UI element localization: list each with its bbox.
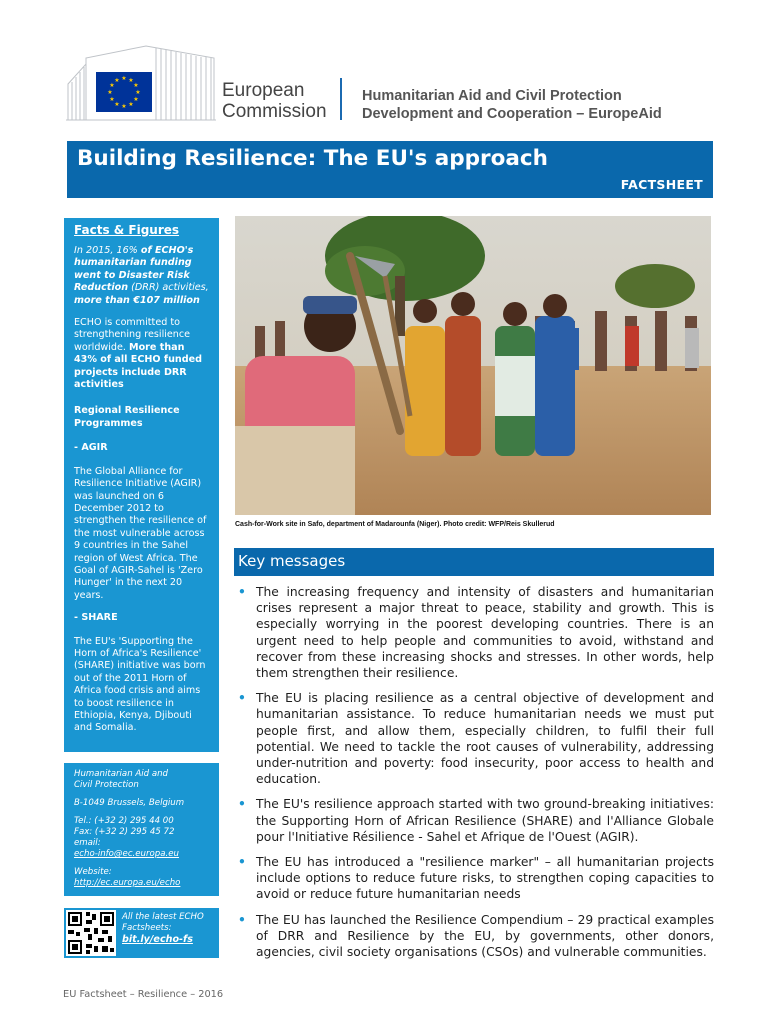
factsheets-qr-panel [64, 908, 219, 958]
commit-plain: ECHO is committed to strengthening resilience worldwide. [74, 317, 191, 353]
photo-caption: Cash-for-Work site in Safo, department of Madarounfa (Niger). Photo credit: WFP/Reis Skullerud [235, 521, 555, 528]
svg-text:★: ★ [121, 75, 127, 82]
factsheets-link[interactable]: bit.ly/echo-fs [122, 934, 193, 945]
list-item: • The EU has launched the Resilience Compendium – 29 practical examples of DRR and Resilience by the EU, by governments, other donors, agencies, civil society organisations (CSOs) and vulnerable communities. [236, 912, 714, 961]
factsheets-promo [122, 912, 204, 945]
directorate-names [362, 87, 662, 123]
contact-org-line2: Civil Protection [74, 780, 139, 790]
org-name-line2: Commission [222, 101, 327, 122]
list-item: • The EU is placing resilience as a central objective of development and humanitarian assistance. To reduce humanitarian needs we must put people first, and allow them, especially children, to fulfil their full potential. We need to tackle the root causes of vulnerability, addressing under-nutrition and poverty: food insecurity, poor access to health and education. [236, 690, 714, 787]
regional-programmes-heading: Regional Resilience Programmes [74, 405, 180, 429]
svg-text:★: ★ [133, 96, 139, 103]
stat-prefix: In 2015, 16% [74, 245, 141, 256]
facts-title: Facts & Figures [74, 223, 180, 237]
contact-email-label: email: [74, 838, 101, 848]
key-messages-header [234, 548, 714, 576]
svg-text:★: ★ [109, 82, 115, 89]
promo-line2: Factsheets: [122, 923, 172, 933]
commit-bold: More than 43% of all ECHO funded projects include DRR activities [74, 341, 202, 391]
document-type-label: FACTSHEET [620, 177, 703, 192]
organisation-name [222, 80, 327, 122]
key-messages-title: Key messages [238, 552, 346, 570]
key-messages-list [236, 584, 714, 969]
contact-address: B-1049 Brussels, Belgium [74, 798, 185, 808]
contact-org [74, 769, 211, 791]
svg-text:★: ★ [114, 77, 120, 84]
qr-code-icon[interactable] [66, 910, 116, 956]
svg-text:★: ★ [128, 101, 134, 108]
svg-text:★: ★ [114, 101, 120, 108]
svg-text:★: ★ [133, 82, 139, 89]
contact-email-link[interactable]: echo-info@ec.europa.eu [74, 849, 179, 859]
contact-panel [64, 763, 219, 896]
list-item: • The EU has introduced a "resilience marker" – all humanitarian projects include options to reduce future risks, to strengthen coping capacities to avoid or reduce future humanitarian needs [236, 854, 714, 903]
stat-bold-2: more than €107 million [74, 294, 200, 306]
org-name-line1: European [222, 80, 305, 101]
photo-cash-for-work [235, 216, 711, 515]
contact-website-link[interactable]: http://ec.europa.eu/echo [74, 878, 181, 888]
commitment-text [74, 317, 210, 391]
funding-stat [74, 245, 210, 307]
page-title: Building Resilience: The EU's approach [77, 146, 548, 171]
share-text: The EU's 'Supporting the Horn of Africa's Resilience' (SHARE) initiative was born out of the 2011 Horn of Africa food crisis and aims to boost resilience in Ethiopia, Kenya, Djibouti and Somalia. [74, 635, 206, 734]
promo-line1: All the latest ECHO [122, 912, 204, 922]
header-divider [340, 78, 342, 120]
contact-tel: Tel.: (+32 2) 295 44 00 [74, 816, 174, 826]
svg-text:★: ★ [128, 77, 134, 84]
contact-website-label: Website: [74, 867, 112, 877]
contact-fax: Fax: (+32 2) 295 45 72 [74, 827, 175, 837]
dg-line2: Development and Cooperation – EuropeAid [362, 106, 662, 122]
dg-line1: Humanitarian Aid and Civil Protection [362, 88, 622, 104]
share-heading: - SHARE [74, 612, 118, 624]
contact-org-line1: Humanitarian Aid and [74, 769, 169, 779]
european-commission-logo [66, 44, 216, 122]
facts-figures-panel [64, 218, 219, 752]
page-footer: EU Factsheet – Resilience – 2016 [63, 989, 224, 1000]
list-item: • The increasing frequency and intensity of disasters and humanitarian crises represent a major threat to peace, stability and growth. This is especially worrying in the poorest developing countries. There is an urgent need to help people and communities to avoid, withstand and recover from these increasing shocks and stresses. In other words, help them strengthen their resilience. [236, 584, 714, 681]
agir-heading: - AGIR [74, 442, 108, 454]
svg-text:★: ★ [121, 103, 127, 110]
stat-mid: (DRR) activities, [128, 282, 209, 294]
stat-bold-1: of ECHO's humanitarian funding went to Disaster Risk Reduction [74, 245, 194, 294]
svg-text:★: ★ [135, 89, 141, 96]
agir-text: The Global Alliance for Resilience Initiative (AGIR) was launched on 6 December 2012 to strengthen the resilience of the most vulnerable across 9 countries in the Sahel region of West Africa. The Goal of AGIR-Sahel is 'Zero Hunger' in the next 20 years. [74, 465, 207, 601]
title-banner [67, 141, 713, 198]
svg-text:★: ★ [107, 89, 113, 96]
svg-text:★: ★ [109, 96, 115, 103]
list-item: • The EU's resilience approach started with two ground-breaking initiatives: the Supporting Horn of African Resilience (SHARE) and l'Alliance Globale pour l'Initiative Résilience - Sahel et Afrique de l'Ouest (AGIR). [236, 796, 714, 845]
